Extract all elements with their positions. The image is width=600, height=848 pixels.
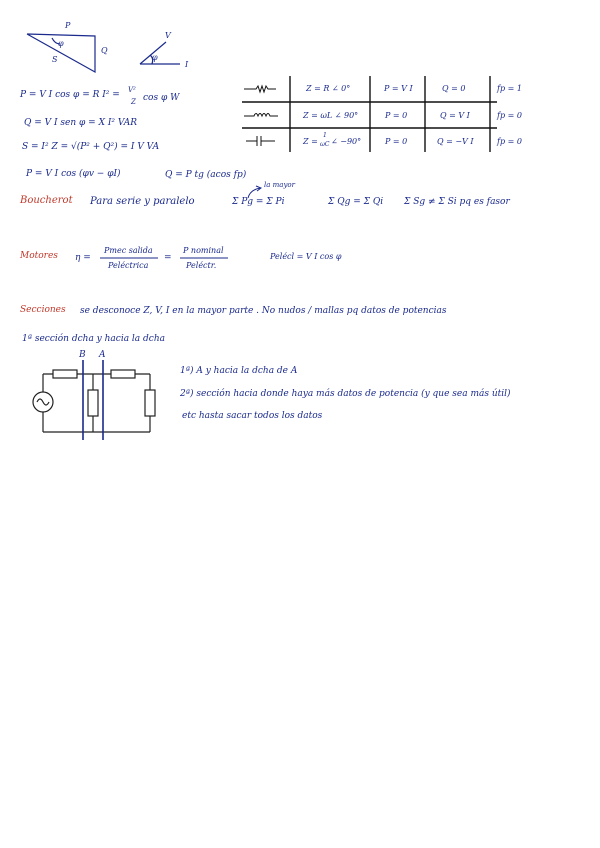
table-row-c-q: Q = −V I (437, 137, 474, 146)
boucherot-note: la mayor (264, 181, 295, 189)
table-row-c-z-num: 1 (323, 132, 327, 139)
boucherot-title: Boucherot (20, 195, 73, 206)
secciones-step2: 2ª) sección hacia donde haya más datos de potencia (y que sea más útil) (180, 389, 511, 399)
secciones-line2: 1ª sección dcha y hacia la dcha (22, 334, 165, 344)
formula-p-phase: P = V I cos (φv − φI) (26, 169, 121, 179)
phasor-angle-icon (140, 42, 180, 64)
boucherot-eq-p: Σ Pg = Σ Pi (232, 197, 285, 207)
table-row-l-p: P = 0 (385, 111, 408, 120)
section-label-b: B (79, 350, 86, 360)
table-row-c-fp: fp = 0 (497, 137, 522, 146)
table-row-r-z: Z = R ∠ 0° (306, 84, 351, 93)
formula-p: P = V I cos φ = R I² = (20, 90, 120, 100)
motores-title: Motores (20, 251, 58, 261)
formula-q: Q = V I sen φ = X I² VAR (24, 118, 138, 128)
table-row-l-q: Q = V I (440, 111, 470, 120)
resistor-symbol-icon (244, 86, 276, 92)
table-row-c-z-pre: Z = (303, 137, 318, 146)
triangle-label-p: P (65, 21, 71, 30)
boucherot-eq-q: Σ Qg = Σ Qi (328, 197, 384, 207)
phasor-label-phi: φ (152, 53, 158, 62)
motores-eta: η = (75, 253, 91, 263)
motores-pelec: Pelécl = V I cos φ (270, 252, 342, 261)
table-row-c-p: P = 0 (385, 137, 408, 146)
table-row-r-p: P = V I (384, 84, 413, 93)
triangle-label-s: S (52, 55, 58, 64)
formula-p-frac-den: Z (131, 98, 136, 106)
secciones-step1: 1ª) A y hacia la dcha de A (180, 366, 298, 376)
circuit-diagram (33, 370, 155, 432)
triangle-label-phi: φ (58, 39, 64, 48)
inductor-symbol-icon (244, 114, 278, 117)
secciones-text: se desconoce Z, V, I en la mayor parte . No nudos / mallas pq datos de potencias (80, 306, 447, 316)
motores-frac1-den: Peléctrica (108, 261, 149, 270)
boucherot-eq-s: Σ Sg ≠ Σ Si pq es fasor (404, 197, 510, 207)
formula-p-frac-num: V² (128, 86, 136, 94)
motores-frac1-num: Pmec salida (104, 246, 153, 255)
table-row-r-q: Q = 0 (442, 84, 466, 93)
secciones-title: Secciones (20, 305, 66, 315)
formula-s: S = I² Z = √(P² + Q²) = I V VA (22, 142, 160, 152)
triangle-label-q: Q (101, 46, 108, 55)
phasor-label-i: I (185, 60, 189, 69)
formula-q-tg: Q = P tg (acos fp) (165, 170, 247, 180)
table-row-l-fp: fp = 0 (497, 111, 522, 120)
table-row-c-z-den: ωC (320, 141, 330, 148)
section-label-a: A (99, 350, 106, 360)
motores-frac2-den: Peléctr. (186, 261, 217, 270)
secciones-step3: etc hasta sacar todos los datos (182, 411, 323, 421)
table-row-r-fp: fp = 1 (497, 84, 522, 93)
boucherot-text: Para serie y paralelo (90, 196, 195, 207)
table-row-l-z: Z = ωL ∠ 90° (303, 111, 359, 120)
formula-p-tail: cos φ W (143, 93, 180, 103)
capacitor-symbol-icon (246, 136, 275, 146)
table-row-c-z-post: ∠ −90° (331, 137, 362, 146)
motores-equals: = (164, 253, 172, 263)
phasor-label-v: V (165, 31, 171, 40)
motores-frac2-num: P nominal (183, 246, 224, 255)
